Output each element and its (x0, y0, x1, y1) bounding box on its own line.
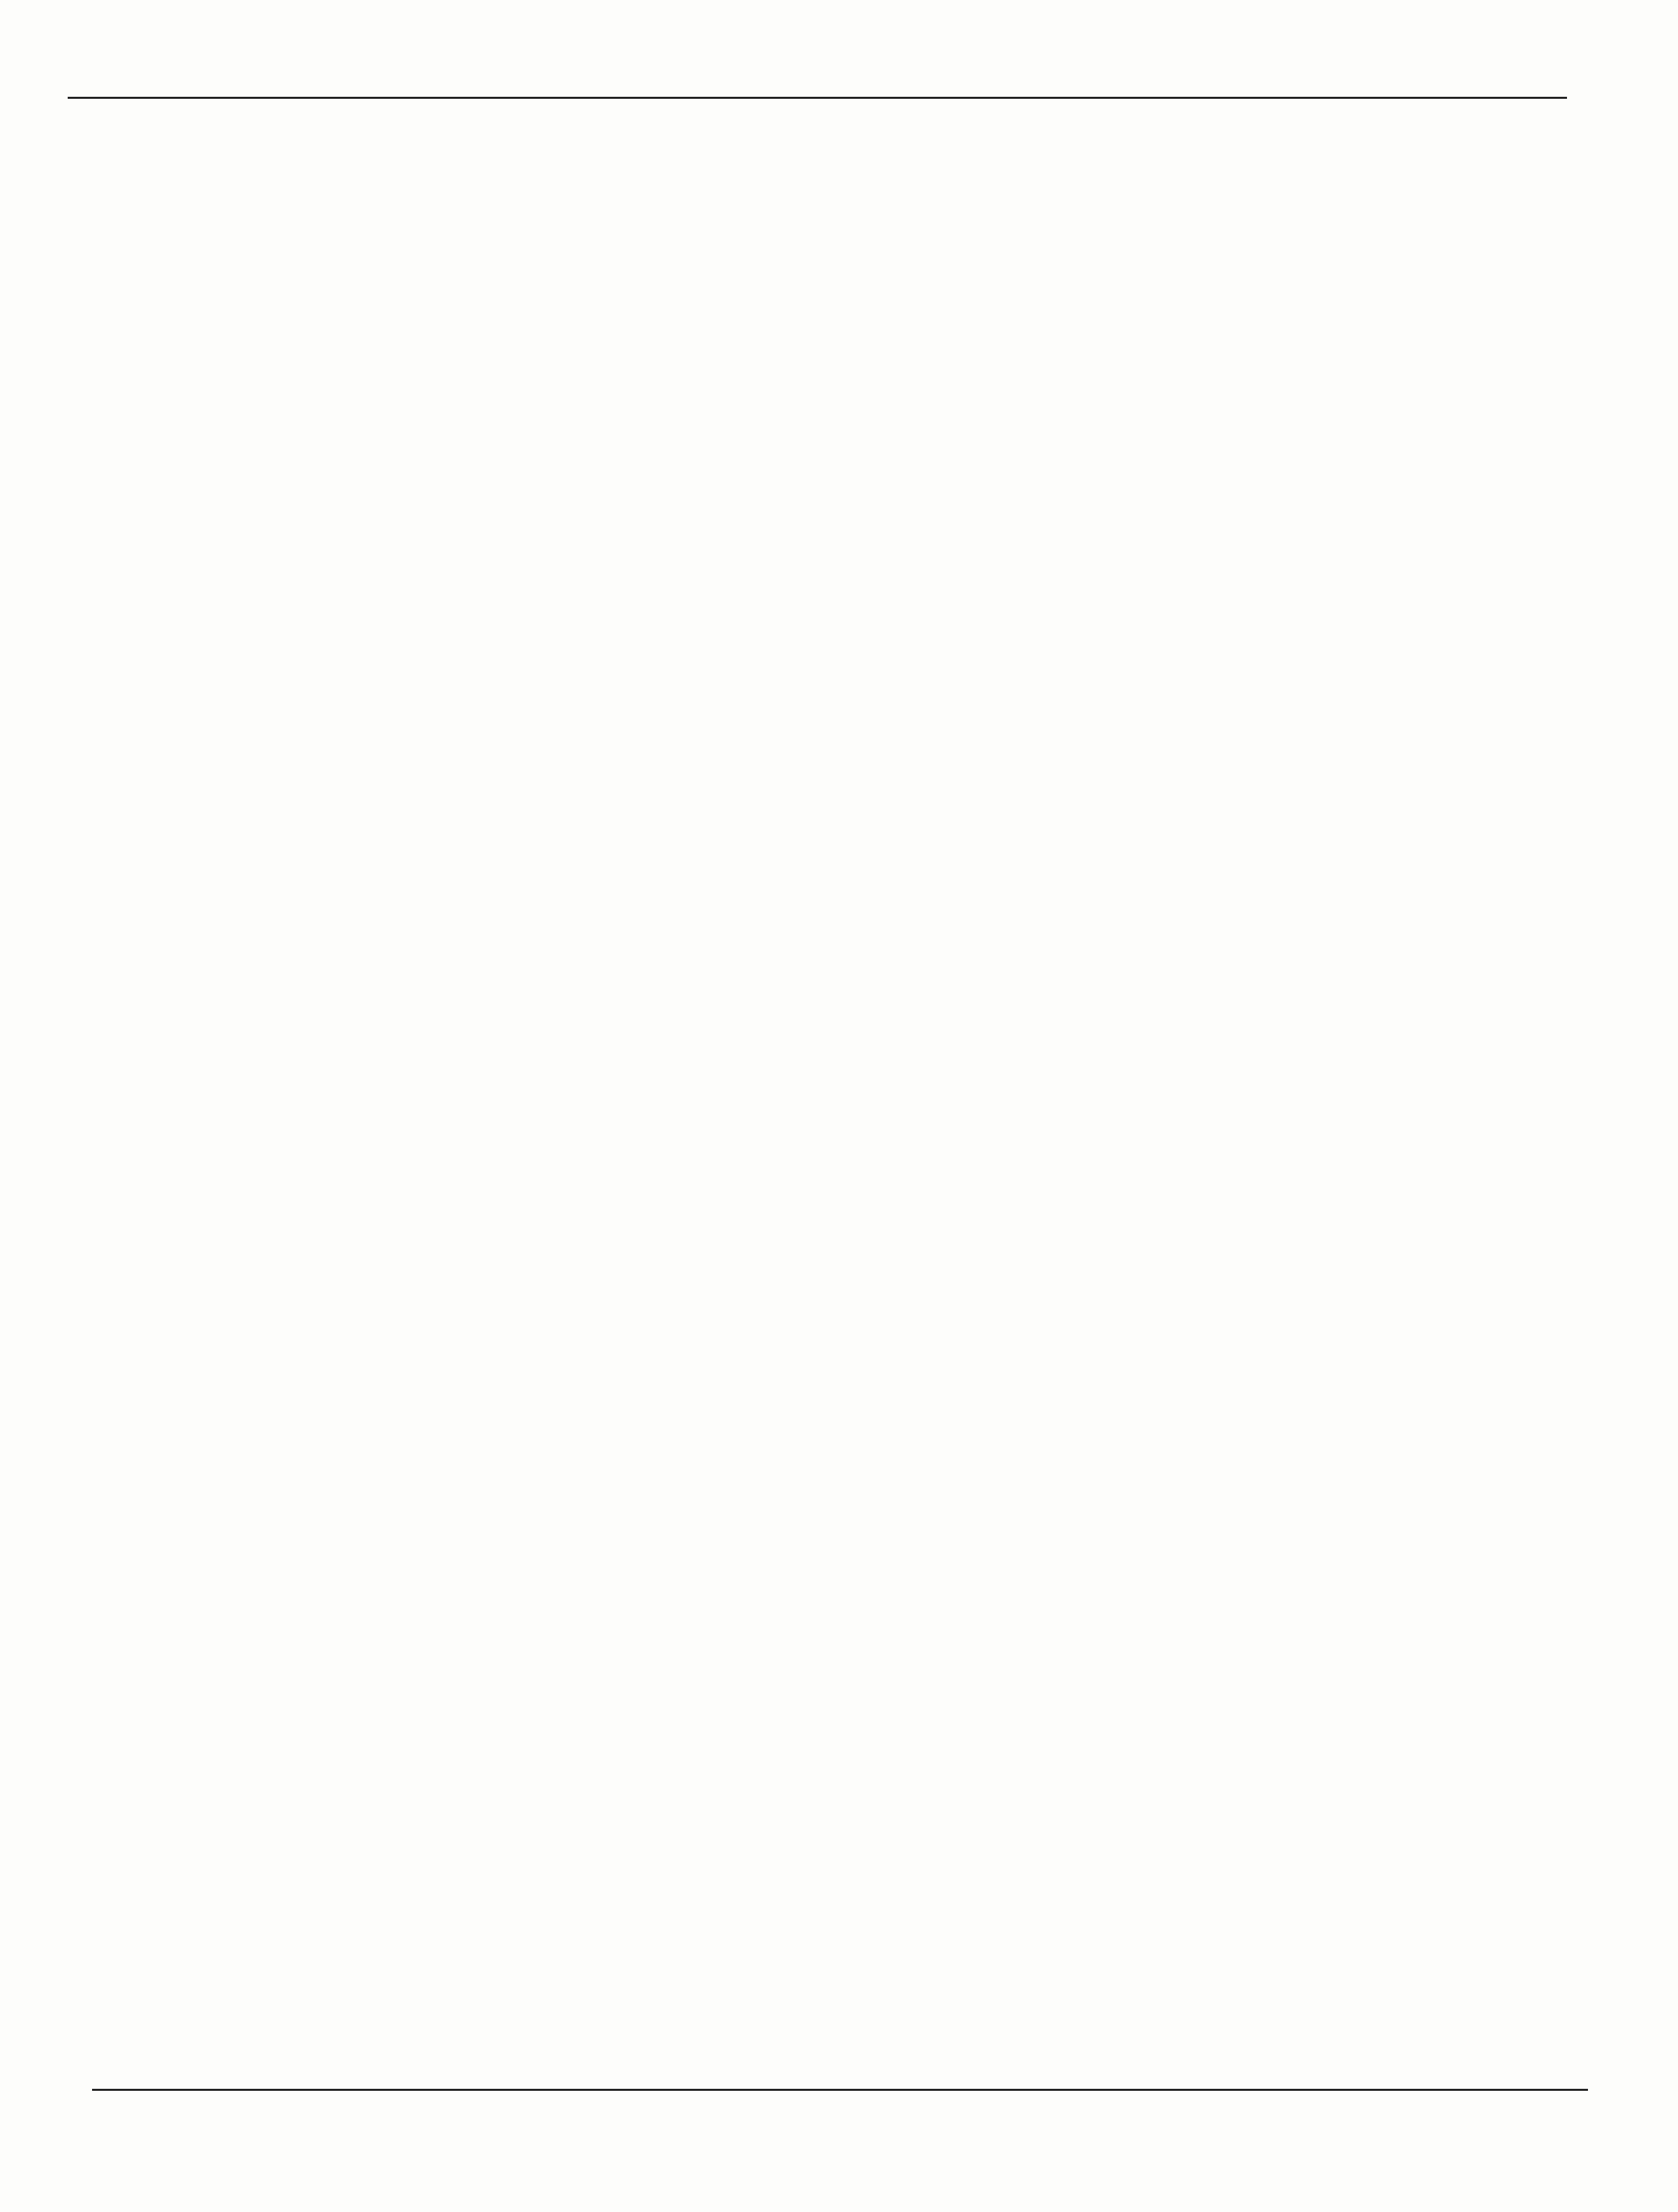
binder-holes (0, 0, 43, 2212)
header-rule (68, 97, 1567, 99)
footer-rule (92, 2089, 1588, 2091)
